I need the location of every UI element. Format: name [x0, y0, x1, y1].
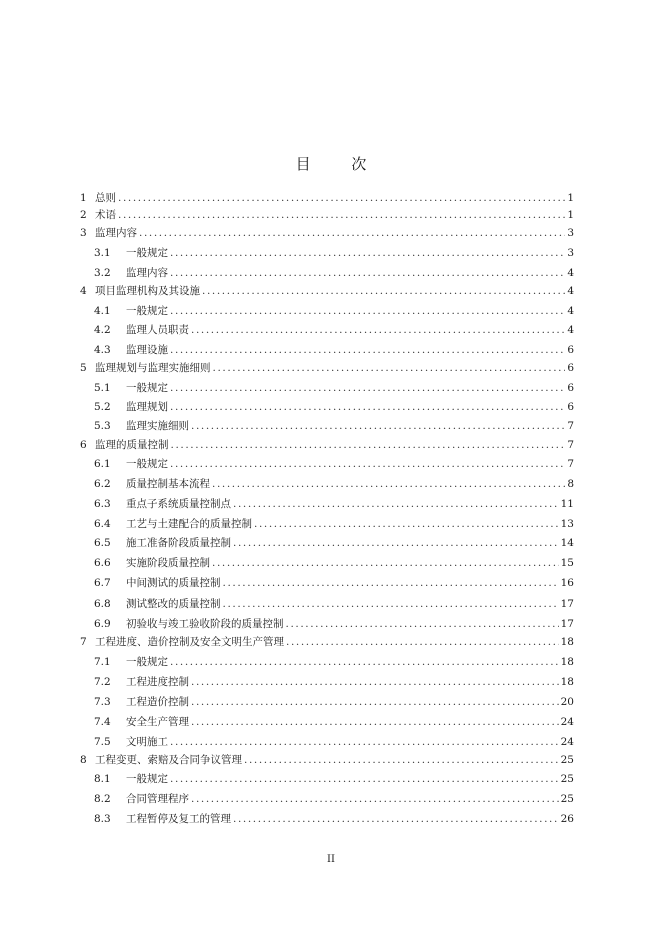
toc-leader-dots — [223, 596, 559, 612]
toc-entry-title: 施工准备阶段质量控制 — [126, 537, 231, 549]
toc-entry-page: 3 — [567, 247, 574, 259]
toc-entry[interactable] — [80, 380, 574, 396]
toc-entry-page: 1 — [567, 209, 574, 221]
toc-entry-number: 3 — [80, 227, 87, 239]
toc-entry-title: 测试整改的质量控制 — [126, 598, 221, 610]
toc-entry-title: 一般规定 — [126, 458, 168, 470]
toc-entry[interactable] — [80, 654, 574, 670]
toc-entry[interactable] — [80, 496, 574, 512]
toc-entry[interactable] — [80, 342, 574, 358]
toc-entry-title: 质量控制基本流程 — [126, 478, 210, 490]
toc-entry-number: 6.7 — [94, 577, 111, 589]
toc-entry-page: 6 — [567, 401, 574, 413]
toc-leader-dots — [286, 616, 559, 632]
toc-entry-number: 8 — [80, 754, 87, 766]
toc-entry[interactable] — [80, 437, 574, 453]
toc-entry-page: 25 — [560, 793, 574, 805]
toc-entry-number: 6.9 — [94, 618, 111, 630]
toc-entry[interactable] — [80, 811, 574, 827]
toc-leader-dots — [233, 535, 559, 551]
toc-entry-title: 工程造价控制 — [126, 696, 189, 708]
toc-entry-number: 6.6 — [94, 557, 111, 569]
toc-entry[interactable] — [80, 771, 574, 787]
toc-entry-number: 6.1 — [94, 458, 111, 470]
toc-entry-page: 14 — [560, 537, 574, 549]
toc-entry-title: 项目监理机构及其设施 — [95, 285, 200, 297]
toc-leader-dots — [254, 516, 559, 532]
toc-entry-title: 安全生产管理 — [126, 716, 189, 728]
toc-leader-dots — [171, 437, 566, 453]
toc-entry-number: 6 — [80, 439, 87, 451]
toc-entry-page: 8 — [567, 478, 574, 490]
toc-entry-number: 8.2 — [94, 793, 111, 805]
toc-entry-page: 1 — [567, 192, 574, 204]
toc-leader-dots — [191, 674, 559, 690]
toc-entry-page: 6 — [567, 344, 574, 356]
toc-entry-title: 监理内容 — [95, 227, 137, 239]
toc-entry-page: 7 — [567, 420, 574, 432]
toc-leader-dots — [191, 694, 559, 710]
toc-entry-number: 6.3 — [94, 498, 111, 510]
toc-entry-number: 5.1 — [94, 382, 111, 394]
toc-entry[interactable] — [80, 535, 574, 551]
toc-entry-page: 13 — [560, 518, 574, 530]
toc-entry-number: 5.2 — [94, 401, 111, 413]
toc-entry-page: 24 — [560, 716, 574, 728]
toc-entry-title: 总则 — [95, 192, 116, 204]
toc-entry-number: 4.2 — [94, 324, 111, 336]
toc-entry-number: 7 — [80, 636, 87, 648]
toc-leader-dots — [191, 791, 559, 807]
toc-entry-page: 17 — [560, 618, 574, 630]
toc-entry-title: 一般规定 — [126, 382, 168, 394]
toc-entry[interactable] — [80, 596, 574, 612]
toc-entry-page: 25 — [560, 754, 574, 766]
toc-leader-dots — [170, 342, 565, 358]
toc-entry-title: 监理设施 — [126, 344, 168, 356]
toc-entry-page: 4 — [567, 324, 574, 336]
toc-entry-title: 监理规划与监理实施细则 — [95, 362, 211, 374]
toc-entry[interactable] — [80, 322, 574, 338]
toc-entry-title: 一般规定 — [126, 305, 168, 317]
toc-entry-title: 监理的质量控制 — [95, 439, 169, 451]
toc-entry-number: 5.3 — [94, 420, 111, 432]
toc-leader-dots — [170, 303, 565, 319]
toc-leader-dots — [286, 634, 559, 650]
toc-entry-title: 监理实施细则 — [126, 420, 189, 432]
toc-entry-number: 5 — [80, 362, 87, 374]
toc-leader-dots — [223, 575, 559, 591]
toc-entry-page: 4 — [567, 305, 574, 317]
toc-entry[interactable] — [80, 399, 574, 415]
toc-entry-number: 6.4 — [94, 518, 111, 530]
toc-leader-dots — [202, 283, 565, 299]
toc-leader-dots — [212, 476, 565, 492]
toc-entry[interactable] — [80, 418, 574, 434]
toc-entry-number: 8.1 — [94, 773, 111, 785]
toc-entry-number: 6.5 — [94, 537, 111, 549]
toc-entry-page: 18 — [560, 636, 574, 648]
toc-entry[interactable] — [80, 476, 574, 492]
toc-entry[interactable] — [80, 207, 574, 223]
toc-leader-dots — [170, 265, 565, 281]
toc-entry-title: 工艺与土建配合的质量控制 — [126, 518, 252, 530]
toc-entry-page: 24 — [560, 736, 574, 748]
toc-entry-number: 4.3 — [94, 344, 111, 356]
toc-entry-page: 18 — [560, 676, 574, 688]
toc-entry-page: 15 — [560, 557, 574, 569]
toc-entry[interactable] — [80, 456, 574, 472]
toc-entry-number: 7.1 — [94, 656, 111, 668]
toc-entry-page: 17 — [560, 598, 574, 610]
toc-entry-number: 7.2 — [94, 676, 111, 688]
toc-entry-number: 4.1 — [94, 305, 111, 317]
toc-entry-title: 一般规定 — [126, 247, 168, 259]
toc-entry-number: 8.3 — [94, 813, 111, 825]
toc-leader-dots — [191, 322, 565, 338]
toc-entry-number: 7.5 — [94, 736, 111, 748]
toc-entry-title: 工程进度、造价控制及安全文明生产管理 — [95, 636, 284, 648]
page-title: 目 次 — [295, 155, 385, 173]
toc-entry[interactable] — [80, 283, 574, 299]
toc-leader-dots — [244, 752, 559, 768]
toc-entry[interactable] — [80, 694, 574, 710]
toc-entry[interactable] — [80, 575, 574, 591]
toc-entry[interactable] — [80, 634, 574, 650]
toc-leader-dots — [170, 771, 559, 787]
toc-leader-dots — [170, 399, 565, 415]
toc-entry[interactable] — [80, 791, 574, 807]
toc-leader-dots — [118, 190, 565, 206]
toc-leader-dots — [191, 714, 559, 730]
toc-entry-number: 2 — [80, 209, 87, 221]
toc-entry-title: 工程暂停及复工的管理 — [126, 813, 231, 825]
toc-entry[interactable] — [80, 555, 574, 571]
toc-entry-number: 7.3 — [94, 696, 111, 708]
toc-entry-title: 术语 — [95, 209, 116, 221]
toc-entry[interactable] — [80, 225, 574, 241]
toc-leader-dots — [170, 380, 565, 396]
toc-entry[interactable] — [80, 303, 574, 319]
toc-leader-dots — [233, 496, 559, 512]
toc-entry[interactable] — [80, 190, 574, 206]
toc-entry-title: 实施阶段质量控制 — [126, 557, 210, 569]
toc-entry[interactable] — [80, 674, 574, 690]
toc-entry[interactable] — [80, 616, 574, 632]
toc-entry-page: 6 — [567, 382, 574, 394]
toc-leader-dots — [191, 418, 565, 434]
toc-entry-page: 25 — [560, 773, 574, 785]
toc-leader-dots — [170, 654, 559, 670]
toc-entry-page: 6 — [567, 362, 574, 374]
toc-entry-title: 重点子系统质量控制点 — [126, 498, 231, 510]
toc-entry-number: 4 — [80, 285, 87, 297]
toc-entry[interactable] — [80, 245, 574, 261]
toc-leader-dots — [233, 811, 559, 827]
toc-entry-title: 初验收与竣工验收阶段的质量控制 — [126, 618, 284, 630]
toc-entry-title: 中间测试的质量控制 — [126, 577, 221, 589]
toc-entry-page: 16 — [560, 577, 574, 589]
toc-entry[interactable] — [80, 516, 574, 532]
toc-leader-dots — [212, 555, 559, 571]
toc-leader-dots — [170, 734, 559, 750]
toc-entry-page: 7 — [567, 458, 574, 470]
toc-entry-page: 20 — [560, 696, 574, 708]
toc-entry[interactable] — [80, 752, 574, 768]
toc-entry-page: 3 — [567, 227, 574, 239]
toc-leader-dots — [213, 360, 566, 376]
toc-entry-title: 监理内容 — [126, 267, 168, 279]
toc-entry-title: 监理规划 — [126, 401, 168, 413]
toc-leader-dots — [118, 207, 565, 223]
toc-entry-title: 合同管理程序 — [126, 793, 189, 805]
toc-leader-dots — [170, 456, 565, 472]
toc-entry-title: 一般规定 — [126, 773, 168, 785]
toc-entry-number: 3.1 — [94, 247, 111, 259]
toc-entry-page: 4 — [567, 267, 574, 279]
page-number: II — [327, 854, 335, 865]
toc-entry-page: 7 — [567, 439, 574, 451]
toc-entry-title: 工程变更、索赔及合同争议管理 — [95, 754, 242, 766]
toc-entry[interactable] — [80, 265, 574, 281]
toc-entry-page: 18 — [560, 656, 574, 668]
toc-entry-number: 7.4 — [94, 716, 111, 728]
toc-entry-page: 11 — [560, 498, 574, 510]
toc-entry-title: 文明施工 — [126, 736, 168, 748]
toc-entry-page: 26 — [560, 813, 574, 825]
toc-entry-number: 6.2 — [94, 478, 111, 490]
toc-entry-title: 一般规定 — [126, 656, 168, 668]
toc-entry[interactable] — [80, 360, 574, 376]
toc-entry-page: 4 — [567, 285, 574, 297]
toc-entry-title: 监理人员职责 — [126, 324, 189, 336]
toc-entry[interactable] — [80, 714, 574, 730]
toc-entry-number: 3.2 — [94, 267, 111, 279]
toc-entry-title: 工程进度控制 — [126, 676, 189, 688]
toc-entry[interactable] — [80, 734, 574, 750]
toc-entry-number: 6.8 — [94, 598, 111, 610]
toc-leader-dots — [139, 225, 565, 241]
toc-leader-dots — [170, 245, 565, 261]
toc-entry-number: 1 — [80, 192, 87, 204]
